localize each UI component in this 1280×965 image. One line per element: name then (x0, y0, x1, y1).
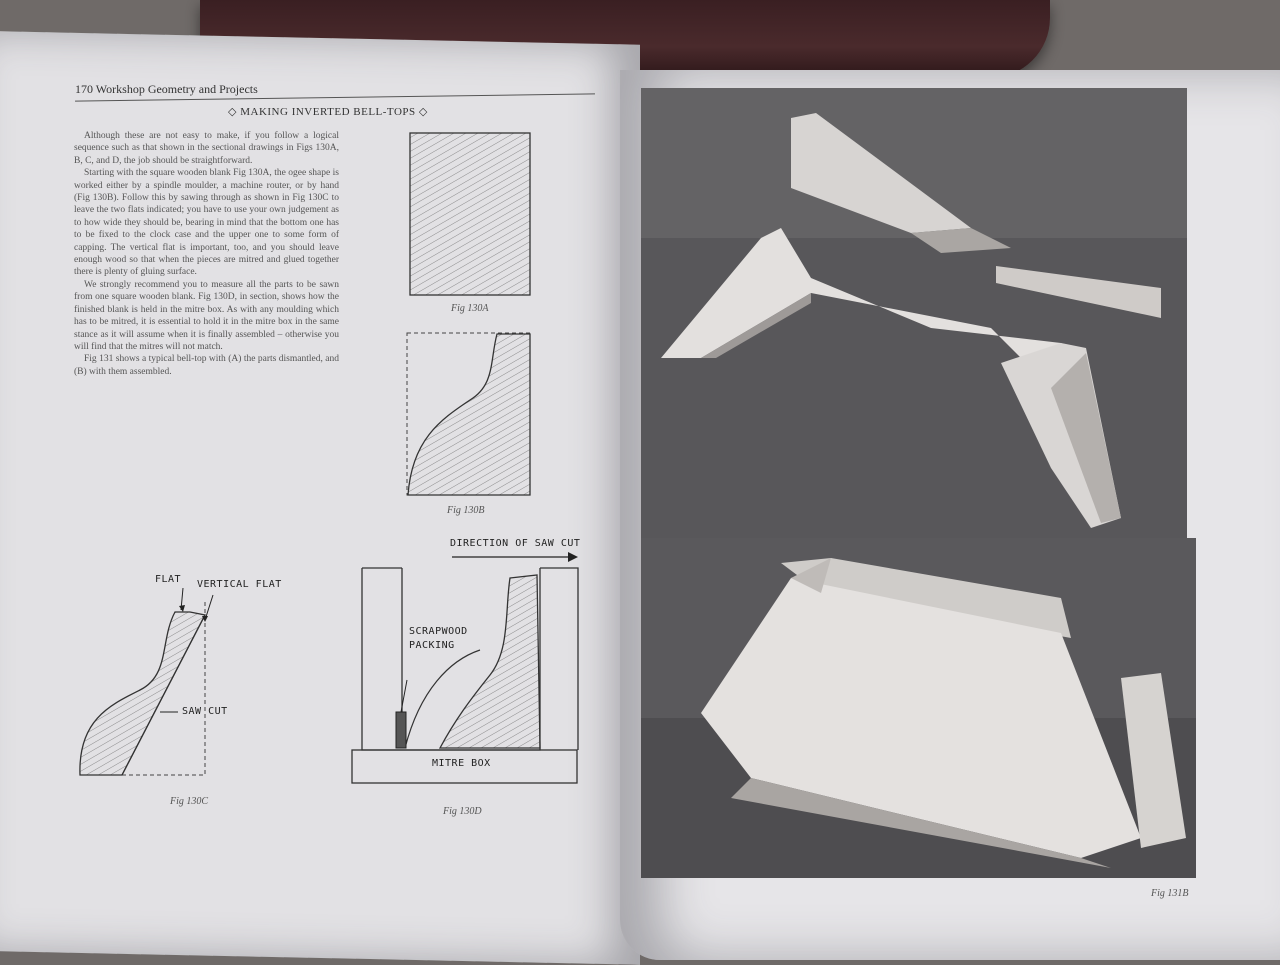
fig-131a-photo (641, 88, 1187, 558)
fig-130a-drawing (410, 133, 530, 295)
fig-130d-caption: Fig 130D (443, 806, 482, 817)
paragraph: Although these are not easy to make, if you follow a logical sequence such as that shown in the sectional drawings in Figs 130A, B, C, and D, the job should be straightforward. (74, 131, 339, 166)
fig-130d-drawing (352, 552, 578, 783)
diamond-icon: ◇ (228, 106, 241, 118)
label-scrapwood: SCRAPWOOD (409, 626, 468, 637)
label-mitre-box: MITRE BOX (432, 758, 491, 769)
fig-130b-drawing (407, 333, 530, 495)
left-running-head: 170 Workshop Geometry and Projects (75, 82, 258, 96)
paragraph: Fig 131 shows a typical bell-top with (A) the parts dismantled, and (B) with them assembled. (74, 354, 339, 377)
paragraph: Starting with the square wooden blank Fig 130A, the ogee shape is worked either by a spindle moulder, a machine router, or by hand (Fig 130B). Follow this by sawing through as shown in Fig 130C to leave the two flats indicated; you have to use your own judgement as to how wide they should be, bearing in mind that the bottom one has to be fixed to the clock case and the upper one to some form of capping. The vertical flat is important, too, and you should leave enough wood so that when the pieces are mitred and glued together there is plenty of gluing surface. (74, 168, 339, 278)
section-title: ◇ MAKING INVERTED BELL-TOPS ◇ (228, 106, 428, 118)
paragraph: We strongly recommend you to measure all the parts to be sawn from one square wooden blank. Fig 130D, in section, shows how the finished blank is held in the mitre box. As with any moulding which has to be mitred, it is essential to hold it in the mitre box in the same stance as it will assume when it is finally assembled – otherwise you will find that the mitres will not match. (74, 279, 339, 352)
label-flat: FLAT (155, 574, 182, 585)
fig-131b-caption: Fig 131B (1151, 888, 1189, 899)
label-packing: PACKING (409, 640, 455, 651)
diamond-icon: ◇ (415, 106, 428, 118)
fig-130a-caption: Fig 130A (451, 303, 489, 314)
fig-130c-caption: Fig 130C (170, 796, 209, 807)
fig-130b-caption: Fig 130B (447, 505, 485, 516)
label-saw-cut: SAW CUT (182, 706, 228, 717)
figure-drawings (0, 0, 640, 960)
fig-131b-photo (641, 538, 1196, 878)
label-vertical-flat: VERTICAL FLAT (197, 579, 282, 590)
fig-130c-drawing (80, 588, 213, 775)
label-direction-of-saw-cut: DIRECTION OF SAW CUT (450, 538, 581, 549)
